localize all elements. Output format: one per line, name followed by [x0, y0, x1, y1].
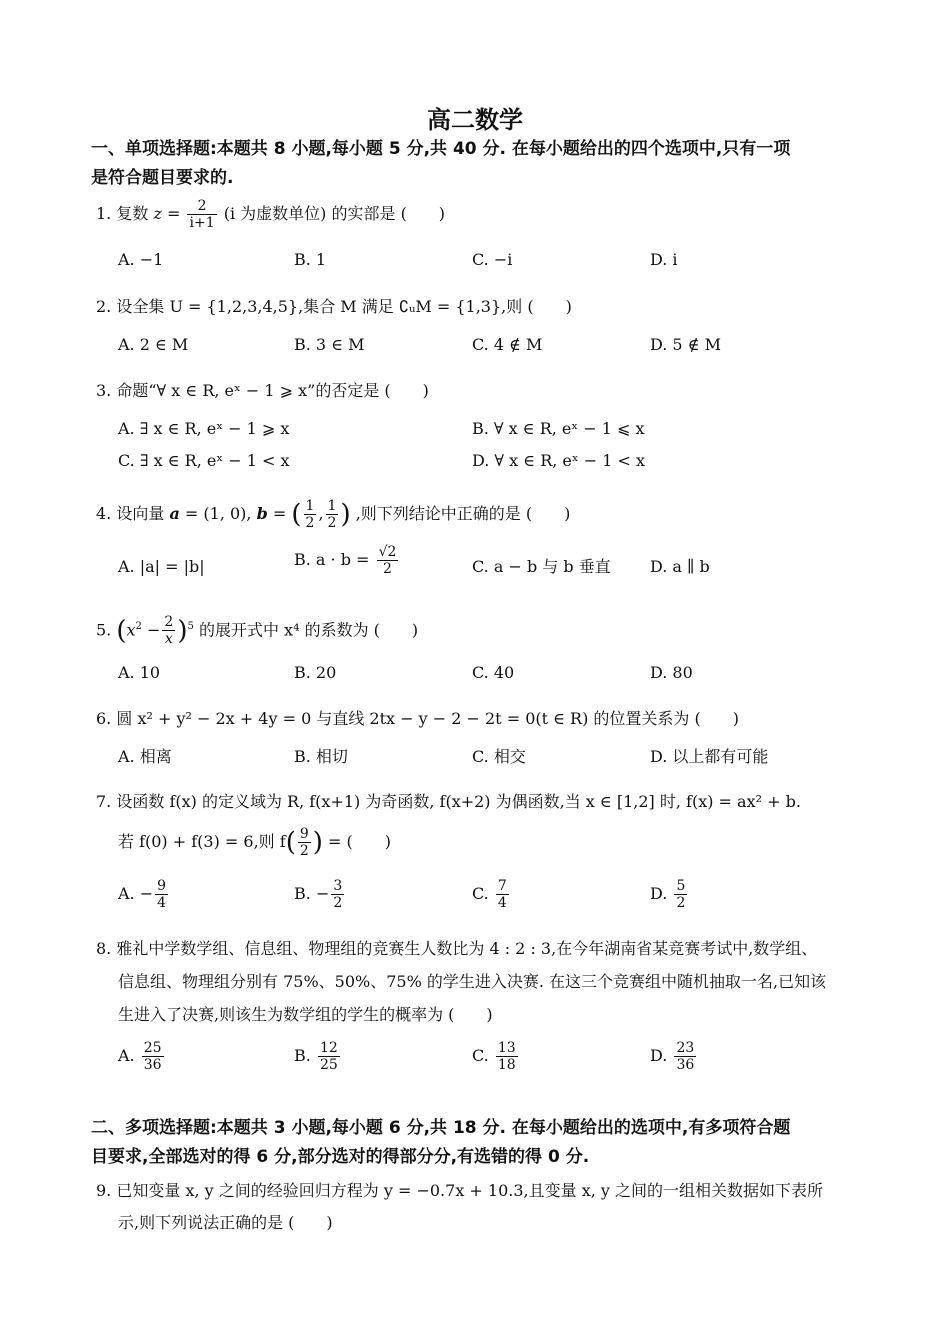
- q3-option-c: C. ∃ x ∈ R, eˣ − 1 < x: [118, 451, 290, 470]
- q1-option-c: C. −i: [472, 250, 513, 269]
- q3-option-d: D. ∀ x ∈ R, eˣ − 1 < x: [472, 451, 646, 470]
- section-1-heading: [91, 135, 866, 193]
- question-2: 2. 设全集 U = {1,2,3,4,5},集合 M 满足 ∁ᵤM = {1,3},则 ( ): [96, 297, 572, 316]
- q8-option-a: A. $\frac{25}{36}$: [118, 1040, 162, 1073]
- question-4: 4. 设向量 a = (1, 0), b = ( $\frac{1}{2}$ , $\frac{1}{2}$ ) ,则下列结论中正确的是 ( ): [96, 498, 571, 531]
- section-2-heading: [91, 1114, 866, 1172]
- question-8-line-2: 信息组、物理组分别有 75%、50%、75% 的学生进入决赛. 在这三个竞赛组中随机抽取一名,已知该: [118, 972, 827, 991]
- question-7-line-1: 7. 设函数 f(x) 的定义域为 R, f(x+1) 为奇函数, f(x+2) 为偶函数,当 x ∈ [1,2] 时, f(x) = ax² + b.: [96, 792, 801, 811]
- question-9-line-2: 示,则下列说法正确的是 ( ): [118, 1213, 333, 1232]
- q1-fraction: $\frac{2}{i+1}$: [189, 198, 215, 231]
- q5-option-a: A. 10: [118, 663, 161, 682]
- q1-option-b: B. 1: [294, 250, 327, 269]
- question-8-line-1: 8. 雅礼中学数学组、信息组、物理组的竞赛生人数比为 4 : 2 : 3,在今年湖南省某竞赛考试中,数学组、: [96, 939, 818, 958]
- q6-option-a: A. 相离: [118, 747, 172, 766]
- q5-option-c: C. 40: [472, 663, 515, 682]
- q6-option-b: B. 相切: [294, 747, 348, 766]
- q6-option-c: C. 相交: [472, 747, 526, 766]
- question-1: 1. 复数 z = $\frac{2}{i+1}$ (i 为虚数单位) 的实部是 ( ): [96, 198, 446, 231]
- q5-option-b: B. 20: [294, 663, 337, 682]
- section-2-line-1: 二、多项选择题:本题共 3 小题,每小题 6 分,共 18 分. 在每小题给出的选项中,有多项符合题: [91, 1118, 791, 1138]
- q2-option-a: A. 2 ∈ M: [118, 335, 189, 354]
- q1-option-a: A. −1: [118, 250, 164, 269]
- q8-option-b: B. $\frac{12}{25}$: [294, 1040, 338, 1073]
- q7-option-d: D. $\frac{5}{2}$: [650, 878, 686, 911]
- question-9-line-1: 9. 已知变量 x, y 之间的经验回归方程为 y = −0.7x + 10.3,且变量 x, y 之间的一组相关数据如下表所: [96, 1181, 824, 1200]
- q4-option-b: B. a · b = $\frac{√2}{2}$: [294, 544, 397, 577]
- q6-option-d: D. 以上都有可能: [650, 747, 769, 766]
- q4-option-a: A. |a| = |b|: [118, 557, 205, 576]
- section-1-line-2: 是符合题目要求的.: [91, 168, 234, 188]
- section-2-line-2: 目要求,全部选对的得 6 分,部分选对的得部分分,有选错的得 0 分.: [91, 1147, 590, 1167]
- q7-option-b: B. − $\frac{3}{2}$: [294, 878, 343, 911]
- q7-option-c: C. $\frac{7}{4}$: [472, 878, 507, 911]
- q3-option-b: B. ∀ x ∈ R, eˣ − 1 ⩽ x: [472, 419, 645, 438]
- q2-option-d: D. 5 ∉ M: [650, 335, 722, 354]
- question-5: 5. ($x^2$ − $\frac{2}{x}$ )$^5$ 的展开式中 x⁴ 的系数为 ( ): [96, 614, 419, 648]
- q5-option-d: D. 80: [650, 663, 693, 682]
- q4-option-d: D. a ∥ b: [650, 557, 710, 576]
- question-7-line-2: 若 f(0) + f(3) = 6,则 f( $\frac{9}{2}$ ) = ( ): [118, 826, 392, 859]
- q8-option-c: C. $\frac{13}{18}$: [472, 1040, 516, 1073]
- q2-option-b: B. 3 ∈ M: [294, 335, 365, 354]
- question-6: 6. 圆 x² + y² − 2x + 4y = 0 与直线 2tx − y − 2 − 2t = 0(t ∈ R) 的位置关系为 ( ): [96, 709, 740, 728]
- q8-option-d: D. $\frac{23}{36}$: [650, 1040, 695, 1073]
- section-1-line-1: 一、单项选择题:本题共 8 小题,每小题 5 分,共 40 分. 在每小题给出的四个选项中,只有一项: [91, 139, 791, 159]
- q4-option-c: C. a − b 与 b 垂直: [472, 557, 611, 576]
- q2-option-c: C. 4 ∉ M: [472, 335, 543, 354]
- q7-option-a: A. − $\frac{9}{4}$: [118, 878, 167, 911]
- question-8-line-3: 生进入了决赛,则该生为数学组的学生的概率为 ( ): [118, 1005, 493, 1024]
- page-title: 高二数学: [427, 106, 523, 134]
- q3-option-a: A. ∃ x ∈ R, eˣ − 1 ⩾ x: [118, 419, 290, 438]
- question-3: 3. 命题“∀ x ∈ R, eˣ − 1 ⩾ x”的否定是 ( ): [96, 381, 429, 400]
- q1-option-d: D. i: [650, 250, 678, 269]
